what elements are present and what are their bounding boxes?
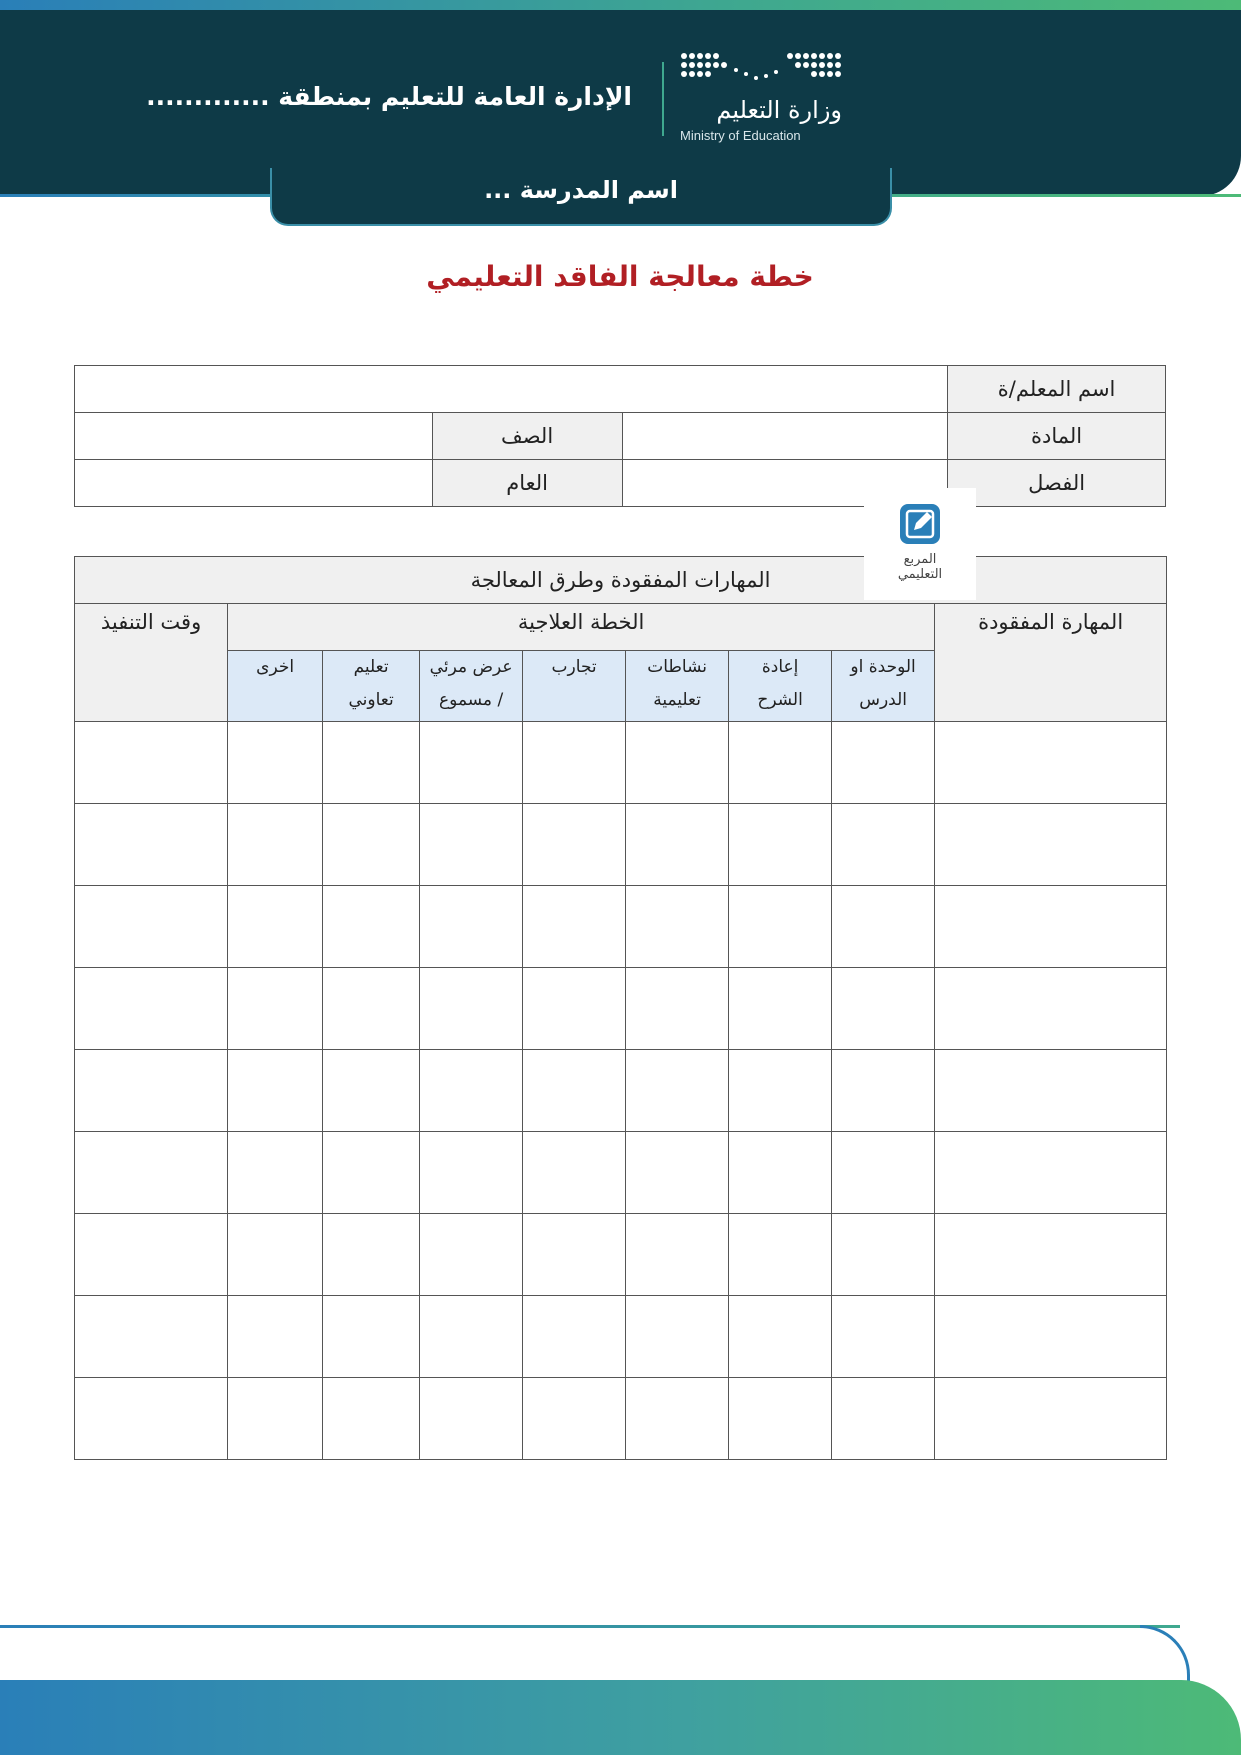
table-cell[interactable] (75, 722, 228, 804)
ministry-logo (678, 52, 848, 144)
table-cell[interactable] (832, 886, 935, 968)
table-cell[interactable] (935, 1214, 1167, 1296)
table-cell[interactable] (420, 1214, 523, 1296)
table-cell[interactable] (323, 1214, 420, 1296)
table-cell[interactable] (75, 886, 228, 968)
ministry-name-arabic: وزارة التعليم (716, 96, 842, 124)
table-cell[interactable] (420, 1050, 523, 1132)
table-cell[interactable] (228, 1050, 323, 1132)
watermark-logo (864, 488, 976, 600)
table-cell[interactable] (323, 804, 420, 886)
table-cell[interactable] (420, 886, 523, 968)
subject-field[interactable] (622, 413, 948, 460)
table-cell[interactable] (626, 1378, 729, 1460)
table-cell[interactable] (832, 1050, 935, 1132)
grade-field[interactable] (75, 413, 433, 460)
table-cell[interactable] (75, 1050, 228, 1132)
experiments-header: تجارب (523, 651, 626, 722)
table-cell[interactable] (935, 1132, 1167, 1214)
table-row (75, 1214, 1167, 1296)
unit-lesson-header: الوحدة او الدرس (832, 651, 935, 722)
table-cell[interactable] (75, 968, 228, 1050)
table-cell[interactable] (729, 1132, 832, 1214)
grade-label: الصف (432, 413, 622, 460)
table-cell[interactable] (935, 804, 1167, 886)
table-cell[interactable] (420, 968, 523, 1050)
other-header: اخرى (228, 651, 323, 722)
table-cell[interactable] (420, 1378, 523, 1460)
table-cell[interactable] (729, 1378, 832, 1460)
table-cell[interactable] (523, 1214, 626, 1296)
table-cell[interactable] (626, 1296, 729, 1378)
table-cell[interactable] (228, 804, 323, 886)
watermark-text: المربع التعليمي (897, 552, 943, 582)
table-cell[interactable] (323, 1050, 420, 1132)
audio-visual-header: عرض مرئي / مسموع (420, 651, 523, 722)
table-cell[interactable] (228, 722, 323, 804)
table-cell[interactable] (228, 1296, 323, 1378)
cooperative-learning-header: تعليم تعاوني (323, 651, 420, 722)
table-cell[interactable] (323, 1132, 420, 1214)
ministry-logo-dots-icon (680, 52, 848, 90)
table-row (75, 1132, 1167, 1214)
table-cell[interactable] (523, 1378, 626, 1460)
remedial-plan-header: الخطة العلاجية (228, 604, 935, 651)
page-title: خطة معالجة الفاقد التعليمي (426, 260, 814, 293)
skills-table-body (75, 722, 1167, 1460)
year-field[interactable] (75, 460, 433, 507)
table-cell[interactable] (228, 1214, 323, 1296)
table-cell[interactable] (75, 804, 228, 886)
table-cell[interactable] (935, 1296, 1167, 1378)
pencil-square-icon (898, 502, 942, 546)
table-cell[interactable] (626, 1132, 729, 1214)
teacher-info-table (74, 365, 1166, 507)
table-cell[interactable] (832, 722, 935, 804)
table-cell[interactable] (323, 1378, 420, 1460)
table-cell[interactable] (935, 1378, 1167, 1460)
table-cell[interactable] (626, 886, 729, 968)
table-cell[interactable] (626, 722, 729, 804)
footer-band (0, 1680, 1241, 1755)
table-cell[interactable] (420, 804, 523, 886)
teacher-name-label: اسم المعلم/ة (948, 366, 1166, 413)
table-cell[interactable] (523, 1050, 626, 1132)
reexplain-header: إعادة الشرح (729, 651, 832, 722)
table-cell[interactable] (323, 722, 420, 804)
table-cell[interactable] (935, 722, 1167, 804)
table-cell[interactable] (935, 968, 1167, 1050)
footer-accent-curve (1140, 1625, 1190, 1685)
table-cell[interactable] (420, 1296, 523, 1378)
table-row (75, 968, 1167, 1050)
missing-skill-header: المهارة المفقودة (935, 604, 1167, 722)
table-cell[interactable] (323, 886, 420, 968)
skills-table (74, 556, 1167, 1460)
logo-divider (662, 62, 664, 136)
execution-time-header: وقت التنفيذ (75, 604, 228, 722)
table-cell[interactable] (729, 1214, 832, 1296)
school-name: اسم المدرسة ... (484, 176, 678, 204)
table-cell[interactable] (523, 968, 626, 1050)
table-cell[interactable] (75, 1132, 228, 1214)
table-cell[interactable] (729, 968, 832, 1050)
table-cell[interactable] (729, 1296, 832, 1378)
table-cell[interactable] (832, 1378, 935, 1460)
table-cell[interactable] (523, 886, 626, 968)
admin-title: الإدارة العامة للتعليم بمنطقة ............. (146, 82, 632, 111)
table-cell[interactable] (420, 1132, 523, 1214)
table-cell[interactable] (228, 1132, 323, 1214)
table-row (75, 722, 1167, 804)
year-label: العام (432, 460, 622, 507)
table-cell[interactable] (729, 886, 832, 968)
table-cell[interactable] (626, 968, 729, 1050)
table-cell[interactable] (228, 968, 323, 1050)
table-cell[interactable] (75, 1214, 228, 1296)
table-cell[interactable] (832, 804, 935, 886)
top-accent-strip (0, 0, 1241, 10)
table-cell[interactable] (228, 886, 323, 968)
table-cell[interactable] (832, 1214, 935, 1296)
table-cell[interactable] (523, 1132, 626, 1214)
table-cell[interactable] (832, 968, 935, 1050)
activities-header: نشاطات تعليمية (626, 651, 729, 722)
teacher-name-field[interactable] (75, 366, 948, 413)
subject-label: المادة (948, 413, 1166, 460)
table-row (75, 1296, 1167, 1378)
table-cell[interactable] (228, 1378, 323, 1460)
table-cell[interactable] (935, 886, 1167, 968)
table-cell[interactable] (729, 1050, 832, 1132)
table-cell[interactable] (832, 1132, 935, 1214)
table-cell[interactable] (626, 1214, 729, 1296)
table-cell[interactable] (523, 1296, 626, 1378)
table-row (75, 804, 1167, 886)
table-cell[interactable] (323, 1296, 420, 1378)
footer-accent-line (0, 1625, 1180, 1628)
table-cell[interactable] (523, 722, 626, 804)
table-cell[interactable] (75, 1378, 228, 1460)
table-row (75, 1378, 1167, 1460)
class-label: الفصل (948, 460, 1166, 507)
table-cell[interactable] (626, 1050, 729, 1132)
table-cell[interactable] (729, 722, 832, 804)
table-cell[interactable] (729, 804, 832, 886)
table-cell[interactable] (832, 1296, 935, 1378)
table-row (75, 886, 1167, 968)
table-cell[interactable] (523, 804, 626, 886)
table-cell[interactable] (75, 1296, 228, 1378)
table-cell[interactable] (626, 804, 729, 886)
skills-table-caption: المهارات المفقودة وطرق المعالجة (75, 557, 1167, 604)
school-name-tab (270, 168, 892, 226)
table-cell[interactable] (323, 968, 420, 1050)
table-row (75, 1050, 1167, 1132)
ministry-name-english: Ministry of Education (680, 128, 801, 143)
table-cell[interactable] (420, 722, 523, 804)
table-cell[interactable] (935, 1050, 1167, 1132)
